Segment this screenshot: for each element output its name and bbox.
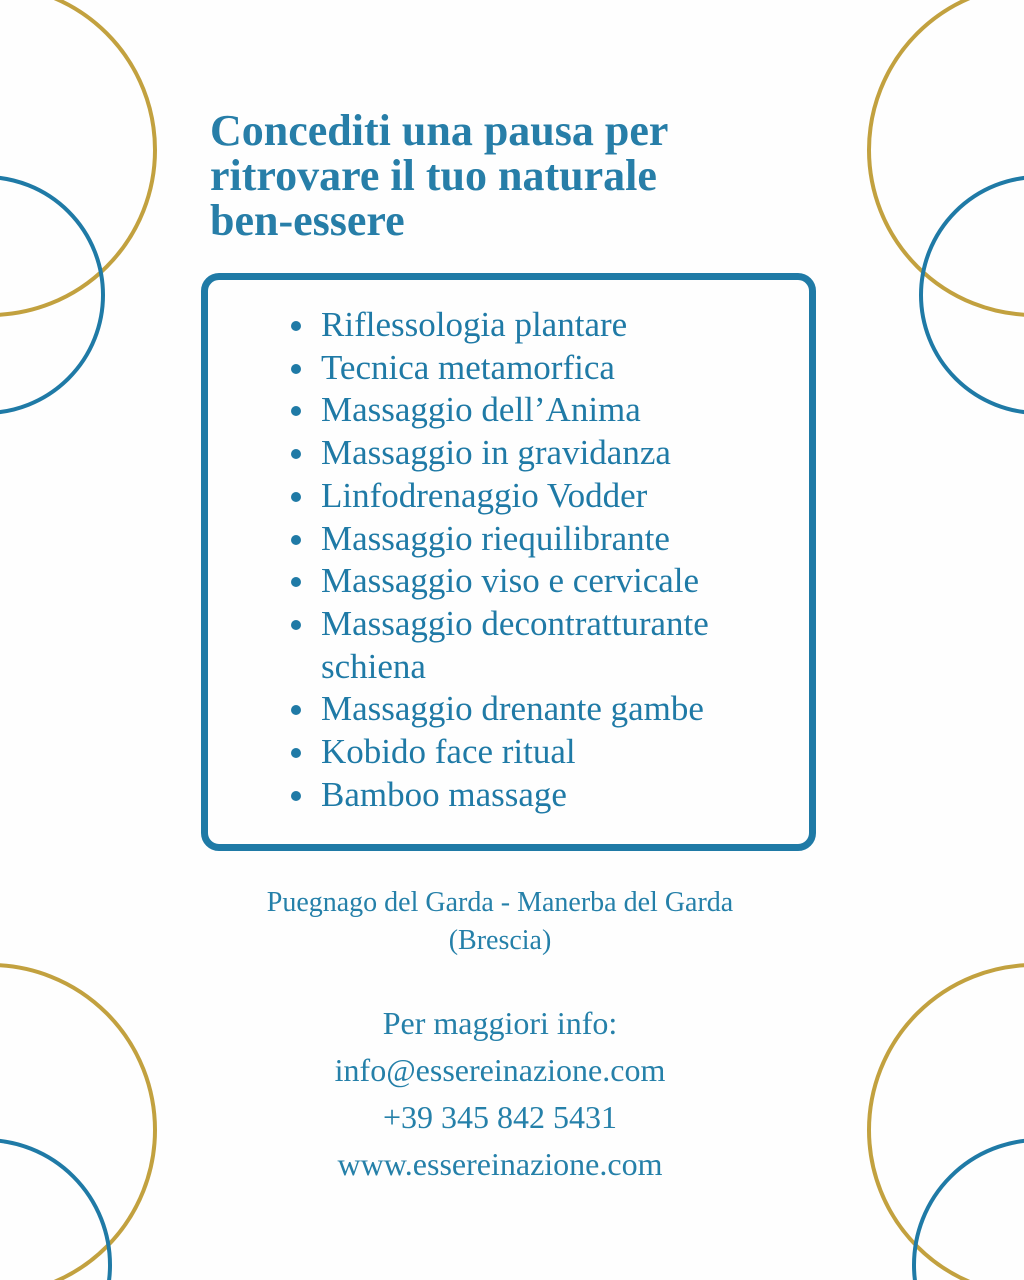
service-item: Massaggio viso e cervicale xyxy=(281,560,801,603)
contact-heading: Per maggiori info: xyxy=(382,1005,618,1041)
service-item: Massaggio drenante gambe xyxy=(281,688,801,731)
service-item: Massaggio in gravidanza xyxy=(281,432,801,475)
service-item: Linfodrenaggio Vodder xyxy=(281,475,801,518)
contact-website[interactable]: www.essereinazione.com xyxy=(337,1146,663,1182)
service-item: Massaggio decontratturante schiena xyxy=(281,603,801,688)
headline xyxy=(210,108,830,243)
location xyxy=(180,884,820,960)
contact-phone[interactable]: +39 345 842 5431 xyxy=(382,1099,618,1135)
headline-line-2: ritrovare il tuo naturale xyxy=(210,151,657,200)
blue-arc-top-left xyxy=(0,177,103,413)
gold-arc-bottom-left xyxy=(0,965,155,1280)
headline-line-3: ben-essere xyxy=(210,196,405,245)
location-line-2: (Brescia) xyxy=(448,925,552,956)
service-item: Massaggio riequilibrante xyxy=(281,518,801,561)
headline-line-1: Concediti una pausa per xyxy=(210,106,669,155)
gold-arc-top-right xyxy=(869,0,1024,315)
gold-arc-bottom-right xyxy=(869,965,1024,1280)
service-item: Tecnica metamorfica xyxy=(281,347,801,390)
blue-arc-top-right xyxy=(921,177,1024,413)
location-line-1: Puegnago del Garda - Manerba del Garda xyxy=(266,887,734,918)
services-list xyxy=(281,304,801,816)
gold-arc-top-left xyxy=(0,0,155,315)
service-item: Bamboo massage xyxy=(281,774,801,817)
contact-info xyxy=(210,1000,790,1188)
contact-email[interactable]: info@essereinazione.com xyxy=(334,1052,666,1088)
services-box xyxy=(201,273,816,851)
service-item: Massaggio dell’Anima xyxy=(281,389,801,432)
service-item: Kobido face ritual xyxy=(281,731,801,774)
service-item: Riflessologia plantare xyxy=(281,304,801,347)
